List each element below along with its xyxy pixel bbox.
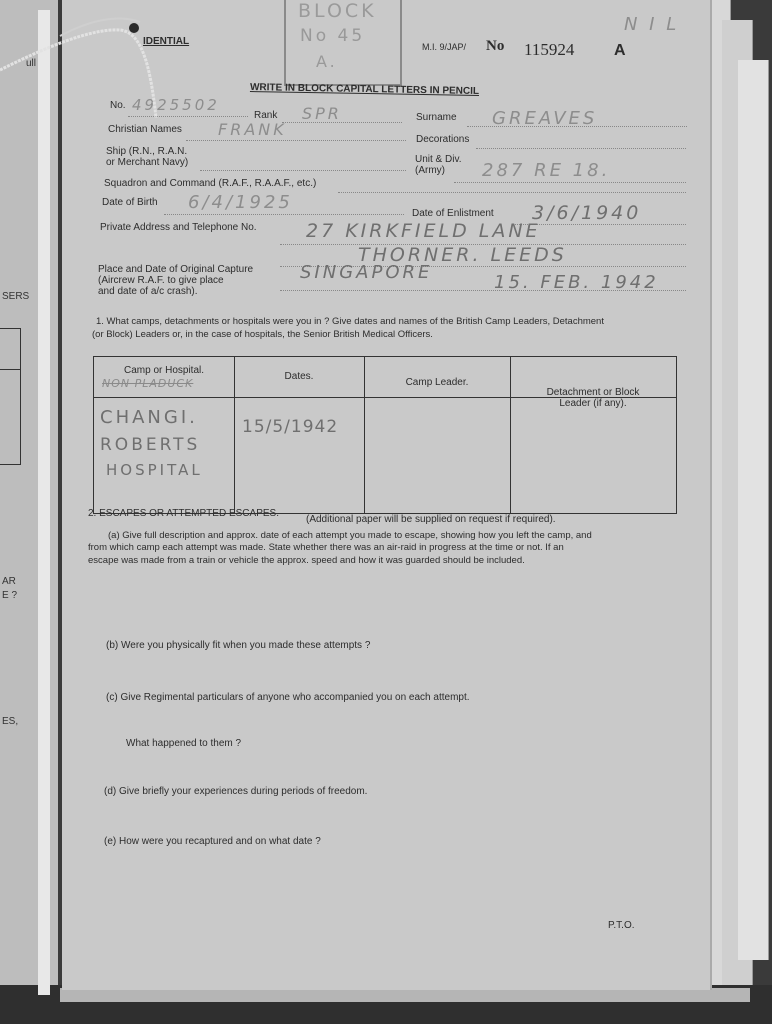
left-fragment: SERS — [2, 291, 30, 302]
classification: IDENTIAL — [143, 36, 190, 47]
form-ref: M.I. 9/JAP/ — [422, 42, 467, 52]
no-label: No. — [110, 100, 126, 111]
dob-label: Date of Birth — [102, 197, 158, 208]
header-camp-leader: Camp Leader. — [405, 377, 469, 388]
left-fragment: AR — [2, 576, 16, 587]
address-value-line1: 27 KIRKFIELD LANE — [306, 220, 541, 242]
question-2-title: 2. ESCAPES OR ATTEMPTED ESCAPES. — [88, 508, 279, 519]
camp-line: CHANGI. — [100, 407, 198, 428]
left-box — [0, 328, 21, 465]
number-prefix: No — [486, 38, 505, 54]
capture-label-2: (Aircrew R.A.F. to give place — [98, 275, 224, 286]
bottom-page-edge — [60, 988, 750, 1002]
decorations-label: Decorations — [416, 134, 470, 145]
question-2c-followup: What happened to them ? — [126, 738, 242, 749]
enlistment-value: 3/6/1940 — [532, 202, 642, 224]
question-2-note: (Additional paper will be supplied on request if required). — [306, 514, 556, 525]
form-page — [62, 0, 710, 990]
question-2e: (e) How were you recaptured and on what date ? — [104, 836, 321, 847]
capture-label-3: and date of a/c crash). — [98, 286, 198, 297]
unit-value: 287 RE 18. — [482, 160, 611, 181]
rank-label: Rank — [254, 110, 278, 121]
binding-string — [0, 0, 200, 130]
ship-label: Ship (R.N., R.A.N. — [106, 146, 188, 157]
unit-label: Unit & Div. — [415, 154, 462, 165]
stamp-letter: A. — [316, 52, 338, 71]
question-2a: (a) Give full description and approx. date of each attempt you made to escape, showing how you left the camp, and — [108, 530, 592, 541]
surname-label: Surname — [416, 112, 457, 123]
surname-value: GREAVES — [492, 108, 598, 129]
question-1-cont: (or Block) Leaders or, in the case of hospitals, the Senior British Medical Officers. — [92, 329, 433, 340]
camp-table — [93, 356, 677, 514]
christian-names-value: FRANK — [218, 120, 287, 139]
header-camp: Camp or Hospital. — [123, 365, 205, 376]
left-fragment: ull — [26, 58, 37, 69]
header-dates: Dates. — [284, 371, 314, 382]
squadron-label: Squadron and Command (R.A.F., R.A.A.F., etc.) — [104, 178, 317, 189]
question-2a-cont: from which camp each attempt was made. State whether there was an air-raid in progress at the time or not. If an — [88, 542, 564, 553]
unit-label-2: (Army) — [415, 165, 445, 176]
address-label: Private Address and Telephone No. — [100, 222, 257, 233]
background-page — [738, 60, 769, 960]
left-fragment: E ? — [2, 590, 18, 601]
no-value: 4925502 — [132, 96, 220, 114]
header-detachment-2: Leader (if any). — [559, 398, 627, 409]
camp-date: 15/5/1942 — [242, 417, 339, 437]
serial-suffix: A — [614, 42, 626, 59]
instruction: WRITE IN BLOCK CAPITAL LETTERS IN PENCIL — [249, 82, 480, 97]
question-2a-cont: escape was made from a train or vehicle the approx. speed and how it was guarded should be included. — [88, 555, 525, 566]
nil-annotation: N I L — [624, 14, 680, 35]
address-value-line2: THORNER. LEEDS — [358, 244, 567, 266]
capture-place: SINGAPORE — [300, 262, 433, 283]
question-2c: (c) Give Regimental particulars of anyone who accompanied you on each attempt. — [106, 692, 470, 703]
capture-date: 15. FEB. 1942 — [494, 272, 659, 293]
question-1: 1. What camps, detachments or hospitals were you in ? Give dates and names of the British Camp Leaders, Detachment — [96, 316, 604, 327]
left-fragment: ES, — [2, 716, 19, 727]
block-stamp — [284, 0, 402, 86]
serial-number: 115924 — [524, 40, 575, 59]
page-edge-strip — [38, 10, 50, 995]
camp-line: ROBERTS — [100, 435, 201, 455]
rank-value: SPR — [302, 104, 342, 123]
enlistment-label: Date of Enlistment — [412, 208, 494, 219]
dob-value: 6/4/1925 — [188, 192, 293, 213]
camp-line: HOSPITAL — [106, 461, 203, 479]
capture-label: Place and Date of Original Capture — [98, 264, 254, 275]
stamp-label: BLOCK — [298, 0, 377, 22]
question-2d: (d) Give briefly your experiences during periods of freedom. — [104, 786, 368, 797]
question-2b: (b) Were you physically fit when you made these attempts ? — [106, 640, 371, 651]
header-detachment: Detachment or Block — [546, 387, 640, 398]
ship-label-2: or Merchant Navy) — [106, 157, 189, 168]
camp-crossed-out: NON PLADUCK — [102, 377, 194, 390]
pto: P.T.O. — [608, 920, 635, 931]
stamp-number: No 45 — [300, 26, 366, 46]
christian-names-label: Christian Names — [108, 124, 182, 135]
